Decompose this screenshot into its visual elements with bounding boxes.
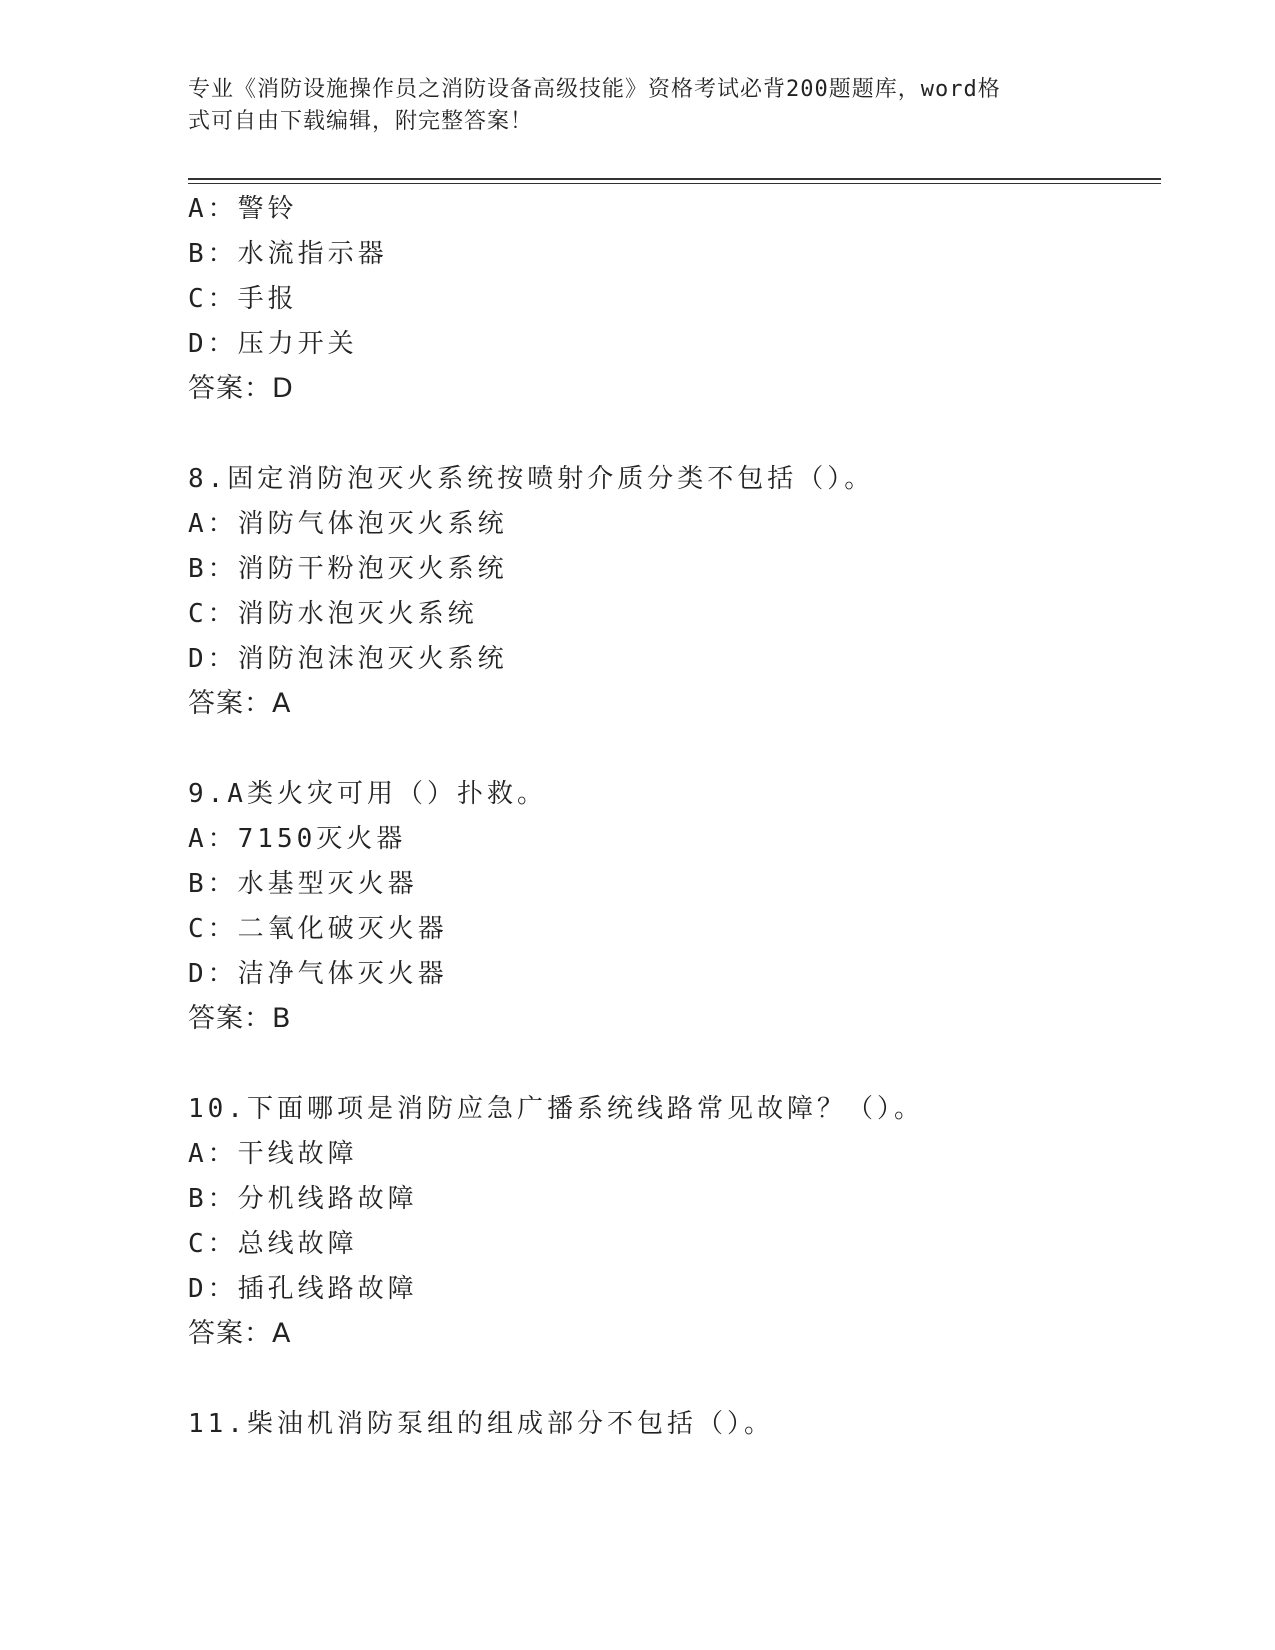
q10-question: 10.下面哪项是消防应急广播系统线路常见故障？（）。	[188, 1094, 924, 1124]
q9-option-c: C：二氧化破灭火器	[188, 914, 448, 944]
header-line-1: 专业《消防设施操作员之消防设备高级技能》资格考试必背200题题库，word格	[188, 77, 1001, 102]
q9-option-b: B：水基型灭火器	[188, 869, 418, 899]
q10-answer: 答案：A	[188, 1318, 292, 1349]
q10-option-a: A：干线故障	[188, 1139, 358, 1169]
q8-option-d: D：消防泡沫泡灭火系统	[188, 644, 508, 674]
q7-option-b: B：水流指示器	[188, 239, 388, 269]
q8-answer: 答案：A	[188, 688, 292, 719]
q8-option-b: B：消防干粉泡灭火系统	[188, 554, 508, 584]
q7-option-a: A：警铃	[188, 194, 298, 224]
header-divider	[188, 178, 1161, 184]
document-header	[188, 74, 1068, 138]
q10-option-d: D：插孔线路故障	[188, 1274, 418, 1304]
q8-option-c: C：消防水泡灭火系统	[188, 599, 478, 629]
q8-question: 8.固定消防泡灭火系统按喷射介质分类不包括（）。	[188, 464, 875, 494]
q7-option-d: D：压力开关	[188, 329, 358, 359]
q7-answer: 答案：D	[188, 373, 294, 404]
q7-option-c: C：手报	[188, 284, 298, 314]
q9-answer: 答案：B	[188, 1003, 292, 1034]
q9-option-d: D：洁净气体灭火器	[188, 959, 448, 989]
q11-question: 11.柴油机消防泵组的组成部分不包括（）。	[188, 1409, 774, 1439]
q9-option-a: A：7150灭火器	[188, 824, 407, 854]
q9-question: 9.A类火灾可用（）扑救。	[188, 779, 547, 809]
q10-option-b: B：分机线路故障	[188, 1184, 418, 1214]
q8-option-a: A：消防气体泡灭火系统	[188, 509, 508, 539]
header-line-2: 式可自由下载编辑，附完整答案！	[188, 109, 534, 134]
q10-option-c: C：总线故障	[188, 1229, 358, 1259]
